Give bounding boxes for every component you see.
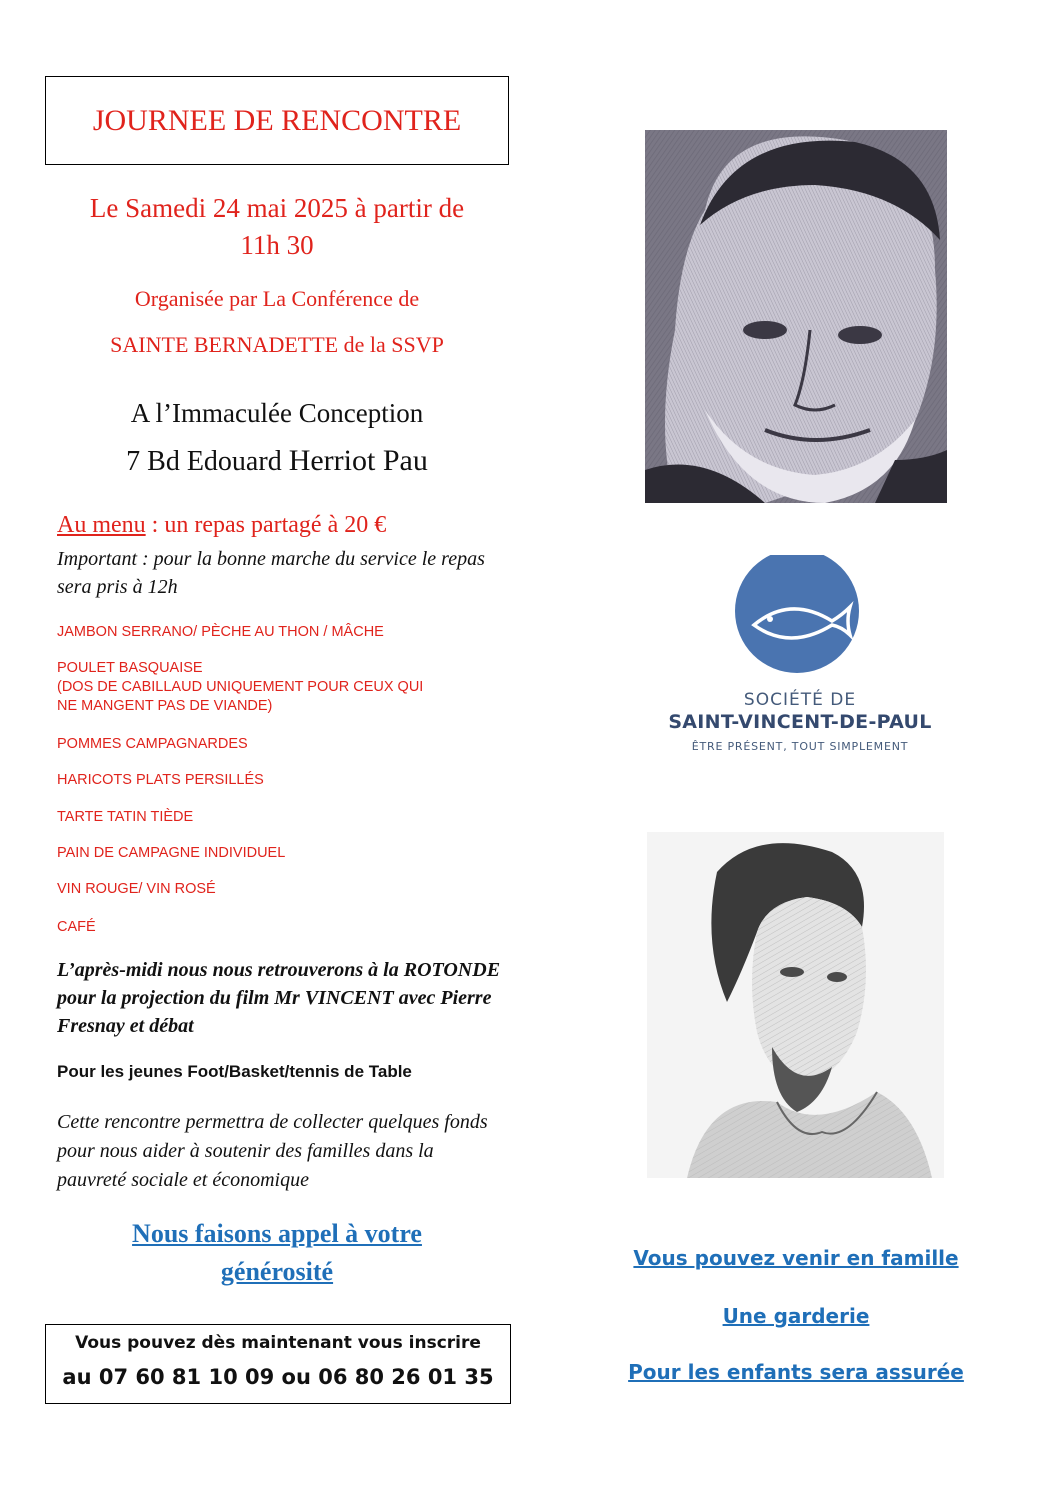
menu-item-starter: JAMBON SERRANO/ PÈCHE AU THON / MÂCHE — [57, 624, 384, 640]
menu-heading-underlined: Au menu — [57, 512, 146, 538]
title-box — [45, 76, 509, 165]
menu-item-side-2: HARICOTS PLATS PERSILLÉS — [57, 772, 264, 788]
organizer-line1: Organisée par La Conférence de — [134, 286, 420, 311]
location-line1: A l’Immaculée Conception — [130, 398, 424, 428]
logo-tagline: ÊTRE PRÉSENT, TOUT SIMPLEMENT — [691, 740, 909, 753]
registration-line1: Vous pouvez dès maintenant vous inscrire — [75, 1333, 481, 1353]
youth-activities: Pour les jeunes Foot/Basket/tennis de Table — [57, 1062, 412, 1081]
menu-item-main-alt-1: (DOS DE CABILLAUD UNIQUEMENT POUR CEUX QUI — [57, 679, 424, 695]
menu-item-coffee: CAFÉ — [57, 919, 96, 935]
location-line2 — [45, 444, 509, 478]
menu-heading-price: : un repas partagé à 20 € — [145, 512, 387, 538]
menu-heading — [57, 512, 386, 539]
portrait-vincent-de-paul — [645, 130, 947, 503]
page-title: JOURNEE DE RENCONTRE — [92, 103, 462, 137]
family-info-line2[interactable]: Une garderie — [722, 1304, 870, 1328]
appeal-link[interactable] — [45, 1215, 509, 1291]
registration-phones: au 07 60 81 10 09 ou 06 80 26 01 35 — [62, 1365, 494, 1389]
organizer-line2: SAINTE BERNADETTE de la SSVP — [110, 332, 444, 357]
fundraise-text: Cette rencontre permettra de collecter quelques fonds pour nous aider à soutenir des familles dans la pauvreté sociale et économique — [57, 1111, 488, 1191]
event-date — [45, 190, 509, 264]
location-street: 7 Bd Edouard — [126, 446, 289, 477]
menu-item-main: POULET BASQUAISE — [57, 660, 203, 676]
menu-item-bread: PAIN DE CAMPAGNE INDIVIDUEL — [57, 845, 286, 861]
menu-item-main-alt-2: NE MANGENT PAS DE VIANDE) — [57, 698, 273, 714]
menu-item-side-1: POMMES CAMPAGNARDES — [57, 736, 248, 752]
family-info-line1[interactable]: Vous pouvez venir en famille — [633, 1246, 959, 1270]
registration-box — [45, 1324, 511, 1404]
appeal-line2: générosité — [220, 1257, 334, 1286]
location-city: Herriot Pau — [288, 444, 428, 477]
family-info-line3[interactable]: Pour les enfants sera assurée — [628, 1360, 964, 1384]
afternoon-text: L’après-midi nous nous retrouverons à la ROTONDE pour la projection du film Mr VINCENT avec Pierre Fresnay et débat — [57, 959, 501, 1037]
menu-item-dessert: TARTE TATIN TIÈDE — [57, 809, 194, 825]
logo-text-societe: SOCIÉTÉ DE — [743, 690, 857, 710]
event-date-line2: 11h 30 — [240, 230, 314, 260]
logo-text-name: SAINT-VINCENT-DE-PAUL — [668, 711, 932, 733]
appeal-line1: Nous faisons appel à votre — [132, 1219, 422, 1248]
event-date-line1: Le Samedi 24 mai 2025 à partir de — [89, 193, 465, 223]
menu-note: Important : pour la bonne marche du service le repas sera pris à 12h — [57, 548, 485, 598]
menu-item-wine: VIN ROUGE/ VIN ROSÉ — [57, 881, 216, 897]
ssvp-logo — [650, 555, 950, 765]
portrait-ozanam — [647, 832, 944, 1178]
